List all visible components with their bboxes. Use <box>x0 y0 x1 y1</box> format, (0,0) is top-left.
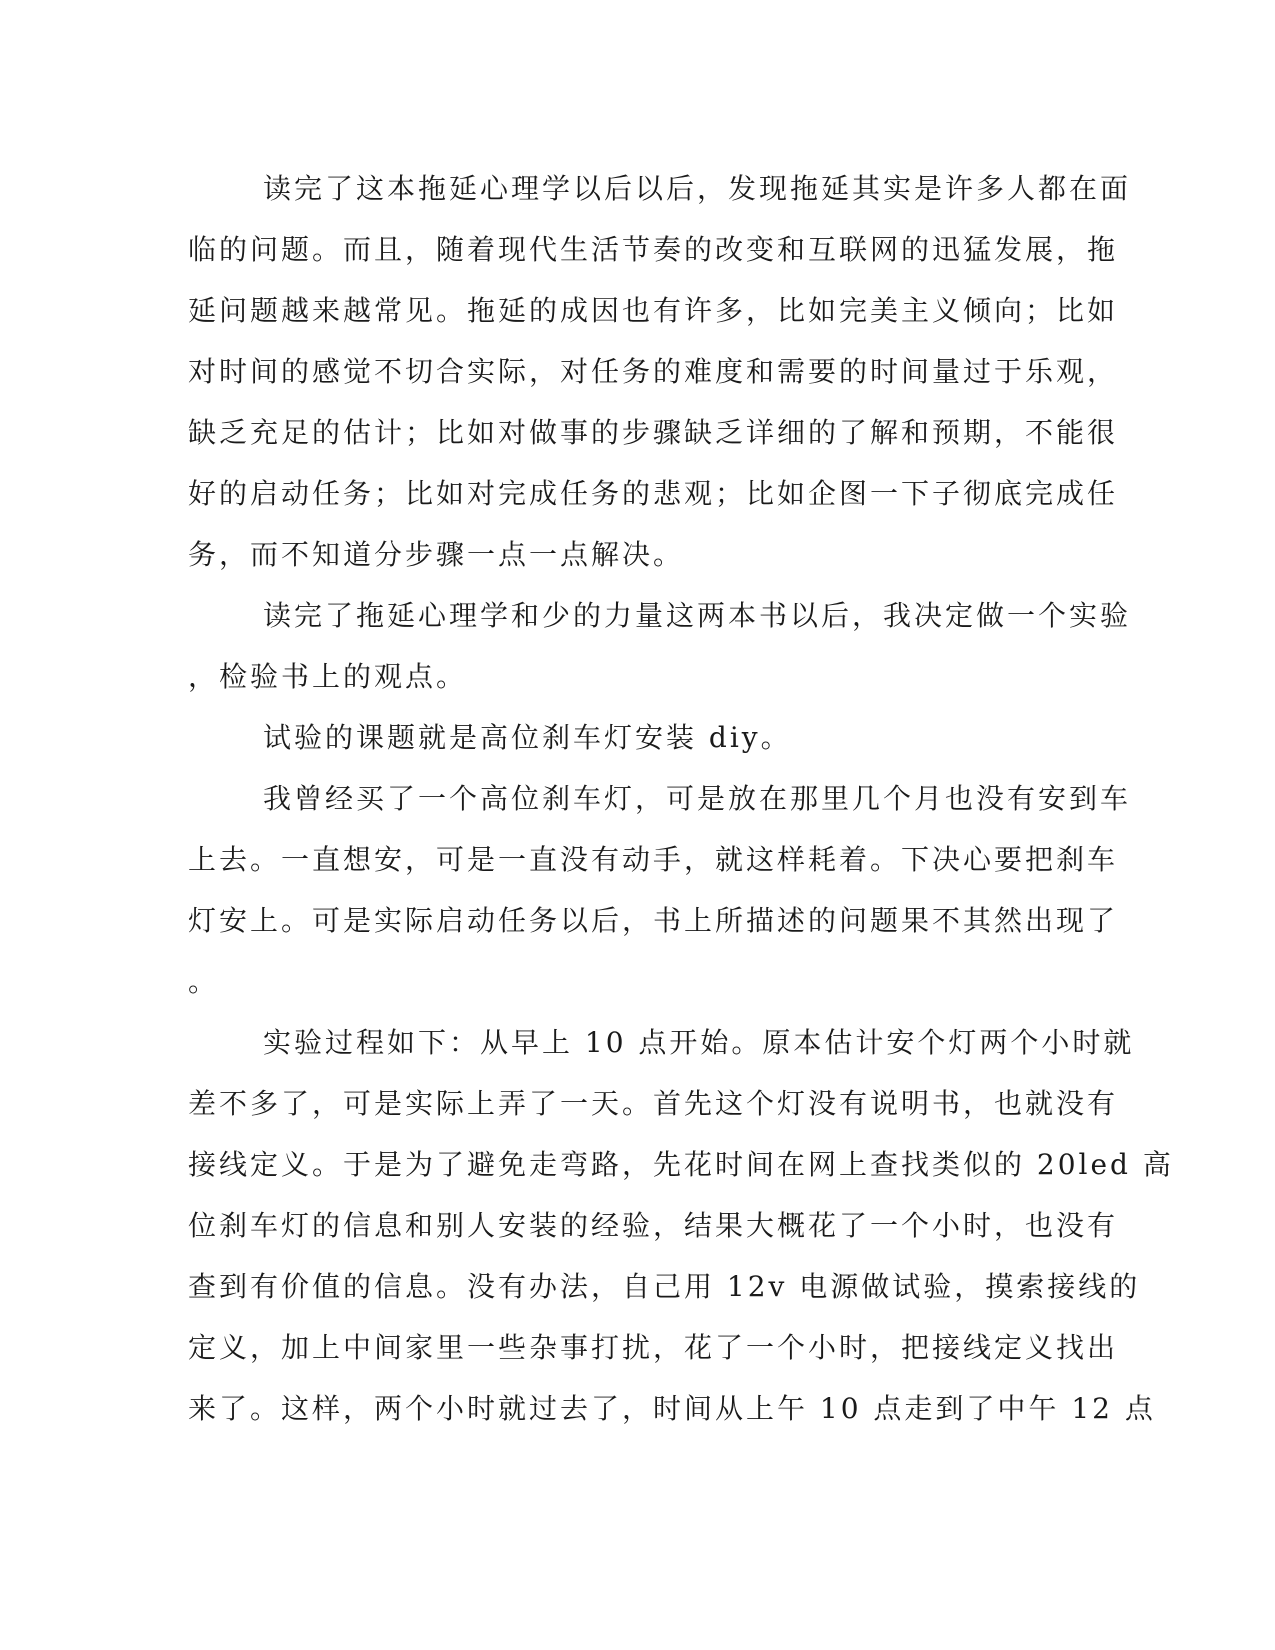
text-line: 延问题越来越常见。拖延的成因也有许多，比如完美主义倾向；比如 <box>188 294 1119 327</box>
text-line: 读完了这本拖延心理学以后以后，发现拖延其实是许多人都在面 <box>263 172 1132 205</box>
text-line: 查到有价值的信息。没有办法，自己用 12v 电源做试验，摸索接线的 <box>188 1270 1141 1303</box>
text-line: 上去。一直想安，可是一直没有动手，就这样耗着。下决心要把刹车 <box>188 843 1119 876</box>
text-line: 我曾经买了一个高位刹车灯，可是放在那里几个月也没有安到车 <box>263 782 1132 815</box>
text-line: 试验的课题就是高位刹车灯安装 diy。 <box>263 721 792 754</box>
text-line: 。 <box>188 965 220 998</box>
text-line: 实验过程如下：从早上 10 点开始。原本估计安个灯两个小时就 <box>263 1026 1135 1059</box>
text-line: 灯安上。可是实际启动任务以后，书上所描述的问题果不其然出现了 <box>188 904 1119 937</box>
text-line: 定义，加上中间家里一些杂事打扰，花了一个小时，把接线定义找出 <box>188 1331 1119 1364</box>
text-line: 接线定义。于是为了避免走弯路，先花时间在网上查找类似的 20led 高 <box>188 1148 1174 1181</box>
text-line: 缺乏充足的估计；比如对做事的步骤缺乏详细的了解和预期，不能很 <box>188 416 1119 449</box>
text-line: 来了。这样，两个小时就过去了，时间从上午 10 点走到了中午 12 点 <box>188 1392 1156 1425</box>
text-line: 读完了拖延心理学和少的力量这两本书以后，我决定做一个实验 <box>263 599 1132 632</box>
text-line: 临的问题。而且，随着现代生活节奏的改变和互联网的迅猛发展，拖 <box>188 233 1119 266</box>
text-line: 位刹车灯的信息和别人安装的经验，结果大概花了一个小时，也没有 <box>188 1209 1119 1242</box>
text-line: 务，而不知道分步骤一点一点解决。 <box>188 538 685 571</box>
text-line: 好的启动任务；比如对完成任务的悲观；比如企图一下子彻底完成任 <box>188 477 1119 510</box>
text-line: 对时间的感觉不切合实际，对任务的难度和需要的时间量过于乐观， <box>188 355 1119 388</box>
text-line: ，检验书上的观点。 <box>188 660 468 693</box>
document-body <box>188 158 1174 1439</box>
text-line: 差不多了，可是实际上弄了一天。首先这个灯没有说明书，也就没有 <box>188 1087 1119 1120</box>
